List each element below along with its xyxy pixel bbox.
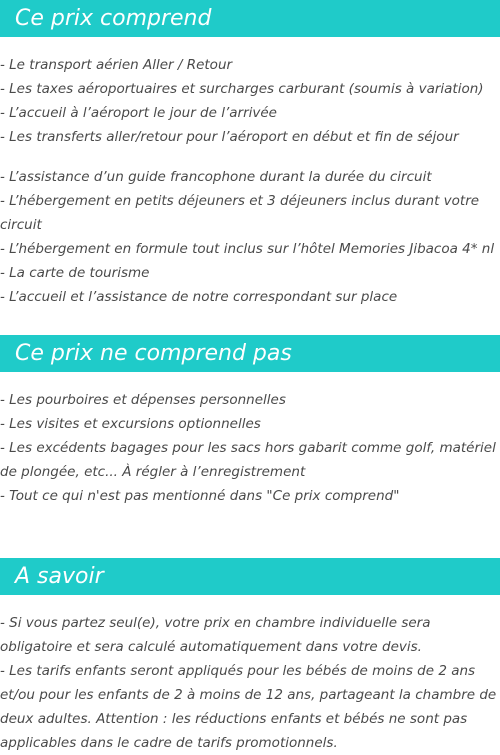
not-included-list bbox=[0, 388, 500, 508]
good-to-know-list bbox=[0, 611, 500, 755]
section-header-included: Ce prix comprend bbox=[0, 0, 500, 37]
section-header-not-included: Ce prix ne comprend pas bbox=[0, 335, 500, 372]
list-item: - Les excédents bagages pour les sacs hors gabarit comme golf, matériel de plongée, etc... À régler à l’enregistrement bbox=[0, 440, 496, 480]
list-item: - Les transferts aller/retour pour l’aéroport en début et fin de séjour bbox=[0, 129, 459, 145]
list-item: - Le transport aérien Aller / Retour bbox=[0, 57, 233, 73]
list-item: - Si vous partez seul(e), votre prix en chambre individuelle sera obligatoire et sera calculé automatiquement dans votre devis. bbox=[0, 615, 431, 655]
list-item: - L’hébergement en petits déjeuners et 3 déjeuners inclus durant votre circuit bbox=[0, 193, 480, 233]
list-item: - L’hébergement en formule tout inclus sur l’hôtel Memories Jibacoa 4* nl bbox=[0, 241, 495, 257]
list-item: - Les visites et excursions optionnelles bbox=[0, 416, 261, 432]
list-item: - L’accueil à l’aéroport le jour de l’arrivée bbox=[0, 105, 277, 121]
list-item: - Tout ce qui n'est pas mentionné dans "Ce prix comprend" bbox=[0, 488, 400, 504]
list-item: - Les tarifs enfants seront appliqués pour les bébés de moins de 2 ans et/ou pour les enfants de 2 à moins de 12 ans, partageant la chambre de deux adultes. Attention : les réductions enfants et bébés ne sont pas applicables dans le cadre de tarifs promotionnels. bbox=[0, 663, 497, 751]
list-item: - Les pourboires et dépenses personnelles bbox=[0, 392, 286, 408]
list-item: - L’assistance d’un guide francophone durant la durée du circuit bbox=[0, 169, 432, 185]
list-item: - L’accueil et l’assistance de notre correspondant sur place bbox=[0, 289, 398, 305]
section-header-good-to-know: A savoir bbox=[0, 558, 500, 595]
included-list bbox=[0, 53, 500, 309]
list-item: - La carte de tourisme bbox=[0, 265, 150, 281]
list-item: - Les taxes aéroportuaires et surcharges carburant (soumis à variation) bbox=[0, 81, 484, 97]
